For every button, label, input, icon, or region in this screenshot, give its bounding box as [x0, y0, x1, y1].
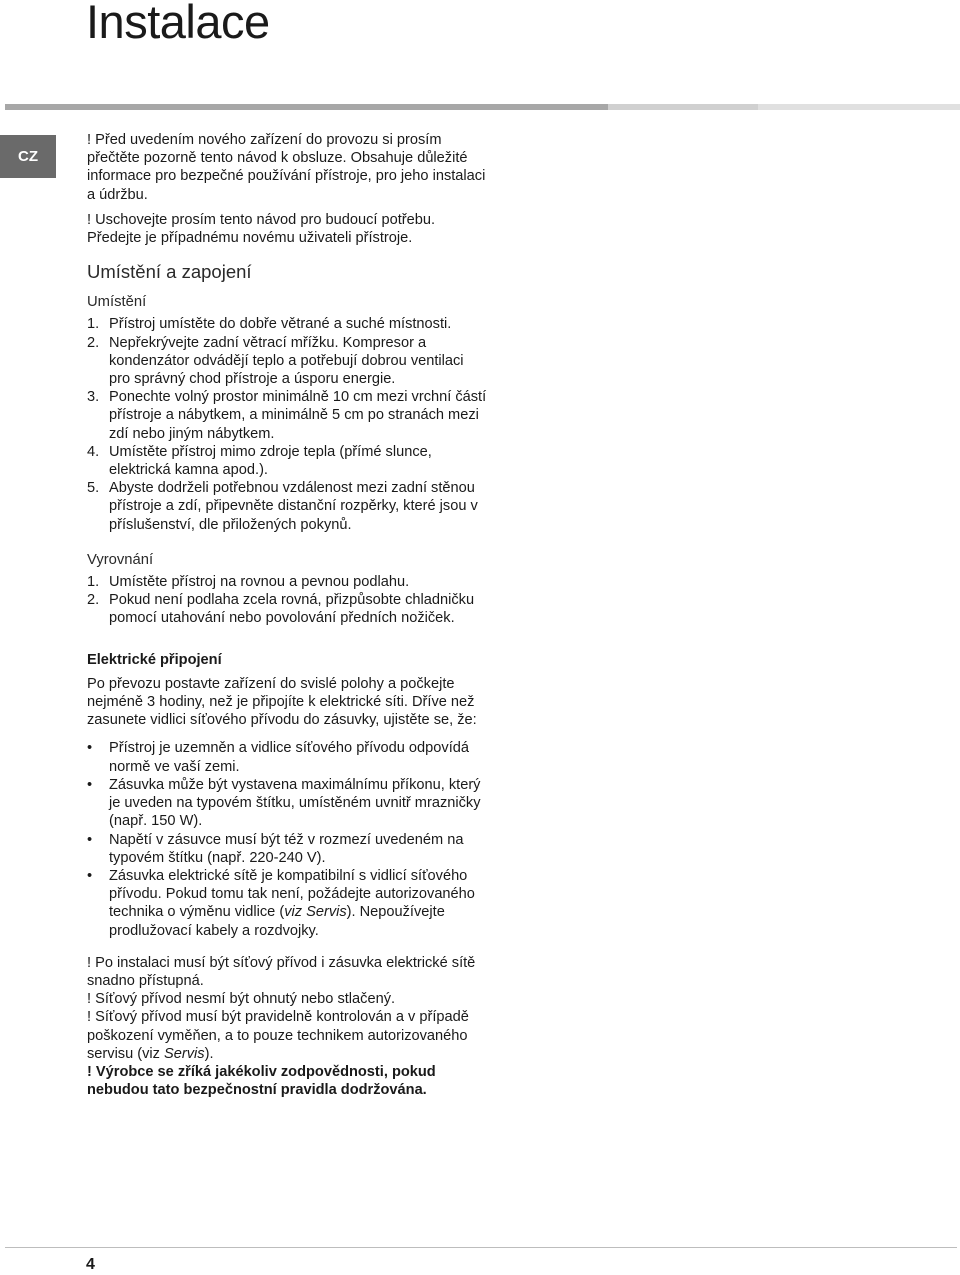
list-item-text: Ponechte volný prostor minimálně 10 cm mezi vrchní částí přístroje a nábytkem, a minimálně 5 cm po stranách mezi zdí nebo jiným nábytkem. — [109, 389, 487, 442]
document-body — [87, 131, 487, 1099]
page-number: 4 — [86, 1256, 95, 1273]
list-item-number: 5. — [87, 480, 100, 497]
electrical-checklist — [87, 739, 487, 939]
list-item — [87, 831, 487, 867]
service-reference: viz Servis — [284, 904, 347, 921]
list-item-text: Umístěte přístroj na rovnou a pevnou podlahu. — [109, 574, 410, 591]
list-item-text — [109, 868, 475, 939]
page-title: Instalace — [86, 0, 270, 48]
section-heading-electrical: Elektrické připojení — [87, 651, 222, 668]
list-item — [87, 591, 487, 627]
list-item-number: 1. — [87, 574, 100, 591]
list-item — [87, 334, 487, 389]
text-fragment: ). — [204, 1045, 214, 1062]
list-item-number: 2. — [87, 334, 100, 351]
text-fragment: ). Nepoužívejte prodlužovací kabely a rozdvojky. — [109, 904, 445, 939]
text-fragment: ! Síťový přívod musí být pravidelně kontrolován a v případě poškození vyměňen, a to pouze technikem autorizovaného servisu (viz — [87, 1009, 469, 1062]
safety-note-1: ! Po instalaci musí být síťový přívod i zásuvka elektrické sítě snadno přístupná. — [87, 954, 476, 989]
list-item — [87, 739, 487, 775]
language-tab — [0, 135, 56, 178]
leveling-list — [87, 573, 487, 628]
list-item — [87, 573, 487, 591]
list-item-number: 1. — [87, 316, 100, 333]
bullet-icon: • — [87, 776, 93, 793]
text-fragment: Zásuvka elektrické sítě je kompatibilní s vidlicí síťového přívodu. Pokud tomu tak není, požádejte autorizovaného technika o výměnu vidlice ( — [109, 867, 475, 921]
list-item-text: Pokud není podlaha zcela rovná, přizpůsobte chladničku pomocí utahování nebo povolování předních nožiček. — [109, 592, 475, 627]
intro-paragraph-2: ! Uschovejte prosím tento návod pro budoucí potřebu. Předejte je případnému novému uživateli přístroje. — [87, 211, 436, 247]
subheading-placement: Umístění — [87, 294, 147, 311]
language-tab-label: CZ — [18, 148, 38, 165]
list-item — [87, 388, 487, 443]
list-item-text: Umístěte přístroj mimo zdroje tepla (přímé slunce, elektrická kamna apod.). — [109, 443, 432, 479]
list-item-text: Přístroj je uzemněn a vidlice síťového přívodu odpovídá normě ve vaší zemi. — [109, 740, 469, 775]
safety-note-3 — [87, 1008, 487, 1063]
list-item-number: 4. — [87, 443, 100, 460]
list-item-number: 3. — [87, 389, 100, 406]
list-item-text: Zásuvka může být vystavena maximálnímu příkonu, který je uveden na typovém štítku, umístěném uvnitř mrazničky (např. 150 W). — [109, 776, 481, 830]
electrical-intro: Po převozu postavte zařízení do svislé polohy a počkejte nejméně 3 hodiny, než je připojíte k elektrické síti. Dříve než zasunete vidlici síťového přívodu do zásuvky, ujistěte se, že: — [87, 675, 477, 729]
section-heading-placement: Umístění a zapojení — [87, 261, 252, 283]
list-item-text: Napětí v zásuvce musí být též v rozmezí uvedeném na typovém štítku (např. 220-240 V). — [109, 831, 464, 866]
list-item — [87, 867, 487, 940]
bullet-icon: • — [87, 831, 93, 848]
list-item-text: Abyste dodrželi potřebnou vzdálenost mezi zadní stěnou přístroje a zdí, připevněte distanční rozpěrky, které jsou v příslušenství, dle přiložených pokynů. — [109, 480, 478, 533]
list-item-text: Přístroj umístěte do dobře větrané a suché místnosti. — [109, 316, 452, 333]
list-item — [87, 315, 487, 333]
list-item — [87, 776, 487, 831]
list-item — [87, 479, 487, 534]
list-item-number: 2. — [87, 592, 100, 609]
bullet-icon: • — [87, 867, 93, 884]
intro-paragraph-1: ! Před uvedením nového zařízení do provozu si prosím přečtěte pozorně tento návod k obsluze. Obsahuje důležité informace pro bezpečné používání přístroje, pro jeho instalaci a údržbu. — [87, 132, 486, 203]
bullet-icon: • — [87, 740, 93, 757]
header-rule-dark — [5, 104, 608, 110]
footer-rule — [5, 1247, 957, 1248]
subheading-leveling: Vyrovnání — [87, 551, 154, 568]
list-item-text: Nepřekrývejte zadní větrací mřížku. Kompresor a kondenzátor odvádějí teplo a potřebují dobrou ventilaci pro správný chod přístroje a úsporu energie. — [109, 334, 464, 388]
safety-note-2: ! Síťový přívod nesmí být ohnutý nebo stlačený. — [87, 991, 396, 1008]
placement-list — [87, 315, 487, 533]
safety-note-4: ! Výrobce se zříká jakékoliv zodpovědnosti, pokud nebudou tato bezpečnostní pravidla dodržována. — [87, 1063, 436, 1099]
header-rule-segment — [608, 104, 758, 110]
service-reference: Servis — [164, 1045, 205, 1062]
list-item — [87, 443, 487, 479]
